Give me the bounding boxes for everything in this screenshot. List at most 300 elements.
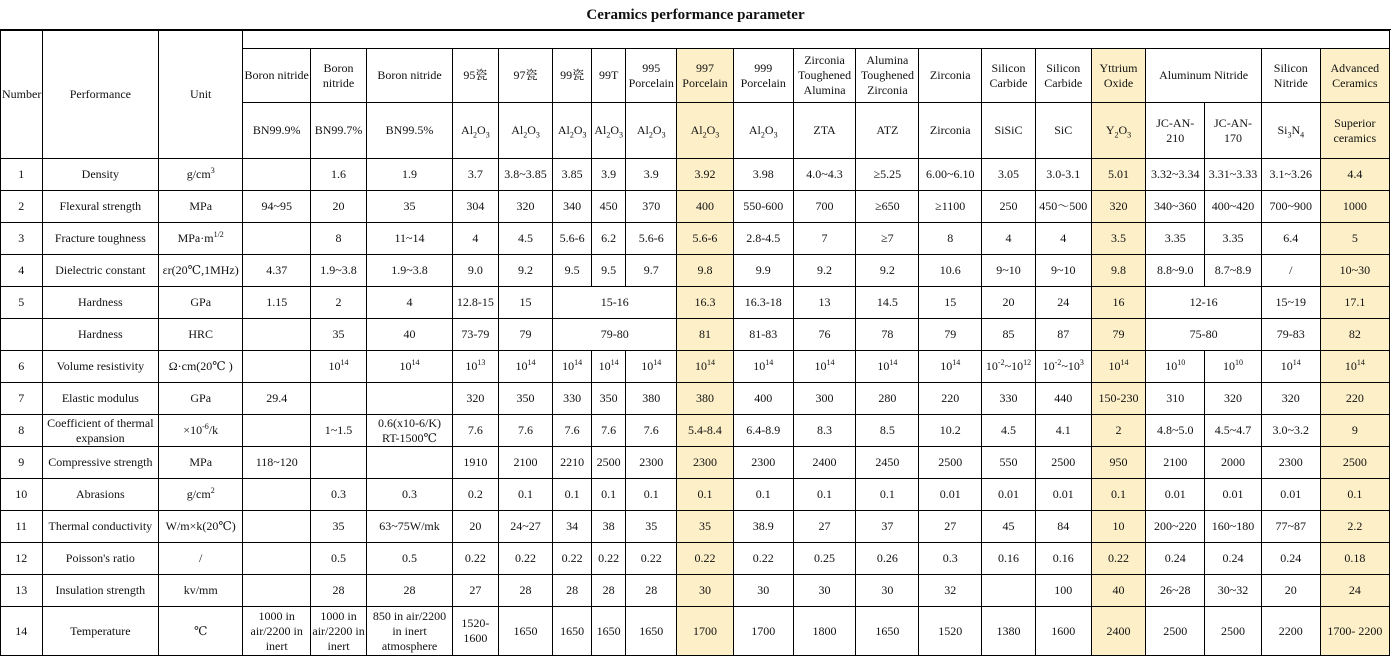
- material-grade: $Al_2O_3$: [626, 103, 677, 159]
- value-cell: 9~10: [982, 255, 1036, 287]
- value-cell: 7.6: [626, 415, 677, 447]
- value-cell: 3.92: [677, 159, 734, 191]
- value-cell: 330: [553, 383, 592, 415]
- row-number: [1, 319, 43, 351]
- value-cell: 340: [553, 191, 592, 223]
- value-cell: 118~120: [243, 447, 311, 479]
- value-cell: $10^{14}$: [553, 351, 592, 383]
- row-performance: Hardness: [42, 287, 159, 319]
- value-cell: 2300: [677, 447, 734, 479]
- value-cell: 304: [453, 191, 499, 223]
- value-cell: 40: [366, 319, 452, 351]
- value-cell: 0.01: [982, 479, 1036, 511]
- value-cell: 12-16: [1146, 287, 1262, 319]
- table-row: [1, 383, 1390, 415]
- material-grade: ATZ: [856, 103, 919, 159]
- value-cell: 8: [919, 223, 982, 255]
- value-cell: 1650: [626, 607, 677, 656]
- material-grade: $Al_2O_3$: [677, 103, 734, 159]
- value-cell: 28: [311, 575, 367, 607]
- material-name: 99T: [591, 49, 625, 103]
- value-cell: $10^{10}$: [1146, 351, 1205, 383]
- material-grade: Superior ceramics: [1320, 103, 1389, 159]
- value-cell: 2500: [1146, 607, 1205, 656]
- value-cell: 3.9: [591, 159, 625, 191]
- row-number: 9: [1, 447, 43, 479]
- value-cell: 0.16: [1035, 543, 1091, 575]
- value-cell: 2300: [1261, 447, 1320, 479]
- value-cell: 2500: [919, 447, 982, 479]
- value-cell: 9.9: [733, 255, 793, 287]
- material-name: Silicon Nitride: [1261, 49, 1320, 103]
- value-cell: [243, 159, 311, 191]
- value-cell: 380: [677, 383, 734, 415]
- value-cell: 1650: [498, 607, 553, 656]
- value-cell: [366, 447, 452, 479]
- value-cell: $10^{14}$: [1261, 351, 1320, 383]
- value-cell: 2: [1091, 415, 1146, 447]
- value-cell: /: [1261, 255, 1320, 287]
- table-row: [1, 255, 1390, 287]
- value-cell: $10^{14}$: [591, 351, 625, 383]
- value-cell: 79-83: [1261, 319, 1320, 351]
- value-cell: 12.8-15: [453, 287, 499, 319]
- value-cell: 2210: [553, 447, 592, 479]
- material-grade: BN99.7%: [311, 103, 367, 159]
- header-performance: Performance: [42, 31, 159, 159]
- material-name: Boron nitride: [311, 49, 367, 103]
- value-cell: 440: [1035, 383, 1091, 415]
- value-cell: 0.3: [311, 479, 367, 511]
- value-cell: 3.1~3.26: [1261, 159, 1320, 191]
- value-cell: 24: [1320, 575, 1389, 607]
- value-cell: 1910: [453, 447, 499, 479]
- value-cell: 9.7: [626, 255, 677, 287]
- value-cell: $10^{13}$: [453, 351, 499, 383]
- material-name: Alumina Toughened Zirconia: [856, 49, 919, 103]
- value-cell: 17.1: [1320, 287, 1389, 319]
- row-performance: Temperature: [42, 607, 159, 656]
- value-cell: 30: [677, 575, 734, 607]
- value-cell: 73-79: [453, 319, 499, 351]
- value-cell: 330: [982, 383, 1036, 415]
- table-row: [1, 351, 1390, 383]
- value-cell: 0.6(x10-6/K) RT-1500℃: [366, 415, 452, 447]
- value-cell: 20: [311, 191, 367, 223]
- value-cell: 20: [1261, 575, 1320, 607]
- row-unit: GPa: [159, 287, 243, 319]
- row-performance: Coefficient of thermal expansion: [42, 415, 159, 447]
- value-cell: 30: [793, 575, 856, 607]
- header-number: Number: [1, 31, 43, 159]
- material-name: Silicon Carbide: [1035, 49, 1091, 103]
- material-grade: SiC: [1035, 103, 1091, 159]
- value-cell: 0.01: [1035, 479, 1091, 511]
- value-cell: 700~900: [1261, 191, 1320, 223]
- value-cell: 16.3-18: [733, 287, 793, 319]
- value-cell: 84: [1035, 511, 1091, 543]
- row-number: 6: [1, 351, 43, 383]
- value-cell: $10^{-2}\sim 10^{12}$: [982, 351, 1036, 383]
- value-cell: 2100: [498, 447, 553, 479]
- value-cell: $10^{14}$: [498, 351, 553, 383]
- value-cell: 75-80: [1146, 319, 1262, 351]
- page-title: Ceramics performance parameter: [0, 0, 1391, 30]
- value-cell: 3.31~3.33: [1205, 159, 1262, 191]
- value-cell: 400: [733, 383, 793, 415]
- table-row: [1, 191, 1390, 223]
- row-performance: Flexural strength: [42, 191, 159, 223]
- value-cell: 1520-1600: [453, 607, 499, 656]
- row-number: 1: [1, 159, 43, 191]
- value-cell: 10.6: [919, 255, 982, 287]
- value-cell: 8: [311, 223, 367, 255]
- value-cell: 38: [591, 511, 625, 543]
- value-cell: 9.5: [553, 255, 592, 287]
- value-cell: 1.9: [366, 159, 452, 191]
- value-cell: 16: [1091, 287, 1146, 319]
- value-cell: 1520: [919, 607, 982, 656]
- value-cell: 340~360: [1146, 191, 1205, 223]
- value-cell: 16.3: [677, 287, 734, 319]
- value-cell: 9.8: [677, 255, 734, 287]
- value-cell: 8.7~8.9: [1205, 255, 1262, 287]
- value-cell: 5.4-8.4: [677, 415, 734, 447]
- value-cell: 310: [1146, 383, 1205, 415]
- value-cell: 1000: [1320, 191, 1389, 223]
- value-cell: 30: [733, 575, 793, 607]
- value-cell: 10.2: [919, 415, 982, 447]
- value-cell: 1000 in air/2200 in inert: [243, 607, 311, 656]
- material-name: Boron nitride: [243, 49, 311, 103]
- value-cell: 400: [677, 191, 734, 223]
- value-cell: 950: [1091, 447, 1146, 479]
- value-cell: ≥1100: [919, 191, 982, 223]
- material-name: Silicon Carbide: [982, 49, 1036, 103]
- material-grade: SiSiC: [982, 103, 1036, 159]
- value-cell: 27: [919, 511, 982, 543]
- value-cell: 0.22: [733, 543, 793, 575]
- value-cell: 0.01: [1146, 479, 1205, 511]
- value-cell: 79: [1091, 319, 1146, 351]
- value-cell: 320: [1205, 383, 1262, 415]
- value-cell: $10^{14}$: [793, 351, 856, 383]
- material-name: Zirconia Toughened Alumina: [793, 49, 856, 103]
- value-cell: 4: [982, 223, 1036, 255]
- value-cell: 5.6-6: [677, 223, 734, 255]
- value-cell: ≥650: [856, 191, 919, 223]
- value-cell: 0.01: [1205, 479, 1262, 511]
- value-cell: 28: [553, 575, 592, 607]
- value-cell: 1650: [553, 607, 592, 656]
- value-cell: 10: [1091, 511, 1146, 543]
- value-cell: 15~19: [1261, 287, 1320, 319]
- value-cell: 3.98: [733, 159, 793, 191]
- value-cell: $10^{14}$: [919, 351, 982, 383]
- value-cell: [243, 415, 311, 447]
- value-cell: 8.5: [856, 415, 919, 447]
- value-cell: 7.6: [453, 415, 499, 447]
- value-cell: 160~180: [1205, 511, 1262, 543]
- value-cell: 4: [453, 223, 499, 255]
- value-cell: 0.18: [1320, 543, 1389, 575]
- value-cell: 0.22: [591, 543, 625, 575]
- row-unit: /: [159, 543, 243, 575]
- table-row: [1, 287, 1390, 319]
- value-cell: 100: [1035, 575, 1091, 607]
- value-cell: 3.85: [553, 159, 592, 191]
- value-cell: 0.1: [733, 479, 793, 511]
- value-cell: 200~220: [1146, 511, 1205, 543]
- value-cell: 0.1: [553, 479, 592, 511]
- value-cell: 9~10: [1035, 255, 1091, 287]
- table-row: [1, 415, 1390, 447]
- value-cell: 4.5~4.7: [1205, 415, 1262, 447]
- value-cell: 3.0-3.1: [1035, 159, 1091, 191]
- value-cell: 4.37: [243, 255, 311, 287]
- value-cell: 0.25: [793, 543, 856, 575]
- value-cell: 20: [982, 287, 1036, 319]
- value-cell: 0.24: [1205, 543, 1262, 575]
- row-unit: MPa: [159, 191, 243, 223]
- value-cell: ≥7: [856, 223, 919, 255]
- row-number: 11: [1, 511, 43, 543]
- value-cell: 27: [793, 511, 856, 543]
- row-unit: W/m×k(20℃): [159, 511, 243, 543]
- material-grade: $Y_2O_3$: [1091, 103, 1146, 159]
- value-cell: [243, 223, 311, 255]
- row-unit: GPa: [159, 383, 243, 415]
- row-unit: HRC: [159, 319, 243, 351]
- value-cell: 2450: [856, 447, 919, 479]
- header-unit: Unit: [159, 31, 243, 159]
- value-cell: 0.1: [677, 479, 734, 511]
- value-cell: [311, 383, 367, 415]
- value-cell: 320: [1261, 383, 1320, 415]
- value-cell: 15-16: [553, 287, 677, 319]
- value-cell: 32: [919, 575, 982, 607]
- material-name: 999 Porcelain: [733, 49, 793, 103]
- material-grade: Zirconia: [919, 103, 982, 159]
- value-cell: 0.1: [1091, 479, 1146, 511]
- material-grade: JC-AN-170: [1205, 103, 1262, 159]
- row-performance: Insulation strength: [42, 575, 159, 607]
- value-cell: 3.7: [453, 159, 499, 191]
- table-row: [1, 447, 1390, 479]
- value-cell: 24: [1035, 287, 1091, 319]
- value-cell: 2500: [1035, 447, 1091, 479]
- value-cell: 79: [919, 319, 982, 351]
- value-cell: 220: [919, 383, 982, 415]
- value-cell: 1700: [733, 607, 793, 656]
- value-cell: [243, 351, 311, 383]
- value-cell: 14.5: [856, 287, 919, 319]
- value-cell: 30~32: [1205, 575, 1262, 607]
- material-grade: $Al_2O_3$: [453, 103, 499, 159]
- value-cell: 3.32~3.34: [1146, 159, 1205, 191]
- value-cell: 0.3: [366, 479, 452, 511]
- value-cell: 7: [793, 223, 856, 255]
- value-cell: 0.22: [498, 543, 553, 575]
- value-cell: 3.35: [1205, 223, 1262, 255]
- value-cell: 28: [591, 575, 625, 607]
- value-cell: 40: [1091, 575, 1146, 607]
- value-cell: 4.4: [1320, 159, 1389, 191]
- row-performance: Volume resistivity: [42, 351, 159, 383]
- value-cell: 9: [1320, 415, 1389, 447]
- value-cell: 35: [311, 319, 367, 351]
- row-number: 2: [1, 191, 43, 223]
- row-performance: Compressive strength: [42, 447, 159, 479]
- value-cell: $10^{14}$: [1320, 351, 1389, 383]
- value-cell: 2: [311, 287, 367, 319]
- value-cell: 34: [553, 511, 592, 543]
- material-name: 995 Porcelain: [626, 49, 677, 103]
- value-cell: 2400: [793, 447, 856, 479]
- material-grade: ZTA: [793, 103, 856, 159]
- value-cell: [311, 447, 367, 479]
- value-cell: 0.16: [982, 543, 1036, 575]
- value-cell: 9.2: [793, 255, 856, 287]
- row-unit: Ω·cm(20℃ ): [159, 351, 243, 383]
- value-cell: $10^{14}$: [856, 351, 919, 383]
- value-cell: [982, 575, 1036, 607]
- value-cell: 380: [626, 383, 677, 415]
- value-cell: 15: [498, 287, 553, 319]
- value-cell: 10~30: [1320, 255, 1389, 287]
- value-cell: 220: [1320, 383, 1389, 415]
- table-row: [1, 543, 1390, 575]
- value-cell: 11~14: [366, 223, 452, 255]
- value-cell: [243, 575, 311, 607]
- value-cell: 1700- 2200: [1320, 607, 1389, 656]
- value-cell: 0.22: [453, 543, 499, 575]
- table-row: [1, 479, 1390, 511]
- value-cell: 2500: [1205, 607, 1262, 656]
- material-grade: $Al_2O_3$: [591, 103, 625, 159]
- value-cell: 28: [366, 575, 452, 607]
- value-cell: 320: [498, 191, 553, 223]
- value-cell: 63~75W/mk: [366, 511, 452, 543]
- value-cell: 4.5: [498, 223, 553, 255]
- value-cell: 35: [677, 511, 734, 543]
- row-unit: kv/mm: [159, 575, 243, 607]
- material-grade: JC-AN-210: [1146, 103, 1205, 159]
- row-number: 13: [1, 575, 43, 607]
- value-cell: 3.0~3.2: [1261, 415, 1320, 447]
- value-cell: 9.2: [498, 255, 553, 287]
- value-cell: [243, 543, 311, 575]
- value-cell: 2500: [591, 447, 625, 479]
- value-cell: 6.4-8.9: [733, 415, 793, 447]
- value-cell: 9.0: [453, 255, 499, 287]
- value-cell: 0.22: [677, 543, 734, 575]
- value-cell: $10^{14}$: [626, 351, 677, 383]
- row-number: 12: [1, 543, 43, 575]
- value-cell: 9.2: [856, 255, 919, 287]
- value-cell: [243, 319, 311, 351]
- value-cell: 7.6: [553, 415, 592, 447]
- value-cell: 87: [1035, 319, 1091, 351]
- row-unit: εr(20℃,1MHz): [159, 255, 243, 287]
- value-cell: 24~27: [498, 511, 553, 543]
- value-cell: 77~87: [1261, 511, 1320, 543]
- value-cell: 9.8: [1091, 255, 1146, 287]
- value-cell: 1600: [1035, 607, 1091, 656]
- value-cell: 1650: [591, 607, 625, 656]
- row-unit: $g/cm^2$: [159, 479, 243, 511]
- value-cell: 2.2: [1320, 511, 1389, 543]
- value-cell: 37: [856, 511, 919, 543]
- value-cell: 5: [1320, 223, 1389, 255]
- value-cell: 0.5: [311, 543, 367, 575]
- value-cell: 4: [366, 287, 452, 319]
- value-cell: 7.6: [498, 415, 553, 447]
- value-cell: 0.1: [591, 479, 625, 511]
- value-cell: 2400: [1091, 607, 1146, 656]
- value-cell: $10^{-2}\sim 10^3$: [1035, 351, 1091, 383]
- row-unit: ℃: [159, 607, 243, 656]
- value-cell: 45: [982, 511, 1036, 543]
- table-row: [1, 223, 1390, 255]
- value-cell: 350: [498, 383, 553, 415]
- row-performance: Elastic modulus: [42, 383, 159, 415]
- value-cell: [243, 511, 311, 543]
- material-name: 97瓷: [498, 49, 553, 103]
- value-cell: 1380: [982, 607, 1036, 656]
- value-cell: 4.5: [982, 415, 1036, 447]
- value-cell: $10^{10}$: [1205, 351, 1262, 383]
- value-cell: 4: [1035, 223, 1091, 255]
- material-name: 95瓷: [453, 49, 499, 103]
- material-grade: $Al_2O_3$: [553, 103, 592, 159]
- value-cell: 250: [982, 191, 1036, 223]
- value-cell: 0.1: [793, 479, 856, 511]
- value-cell: 2200: [1261, 607, 1320, 656]
- value-cell: 0.1: [856, 479, 919, 511]
- value-cell: 0.22: [1091, 543, 1146, 575]
- value-cell: 350: [591, 383, 625, 415]
- value-cell: 0.22: [553, 543, 592, 575]
- value-cell: 1650: [856, 607, 919, 656]
- table-row: [1, 319, 1390, 351]
- value-cell: 1.9~3.8: [366, 255, 452, 287]
- value-cell: [366, 383, 452, 415]
- value-cell: 150-230: [1091, 383, 1146, 415]
- value-cell: 2300: [626, 447, 677, 479]
- value-cell: 8.3: [793, 415, 856, 447]
- table-row: [1, 607, 1390, 656]
- value-cell: 0.1: [498, 479, 553, 511]
- value-cell: 4.1: [1035, 415, 1091, 447]
- value-cell: 13: [793, 287, 856, 319]
- value-cell: 15: [919, 287, 982, 319]
- value-cell: 2000: [1205, 447, 1262, 479]
- value-cell: 38.9: [733, 511, 793, 543]
- value-cell: 3.8~3.85: [498, 159, 553, 191]
- value-cell: 0.24: [1261, 543, 1320, 575]
- value-cell: 2100: [1146, 447, 1205, 479]
- row-number: 3: [1, 223, 43, 255]
- value-cell: 0.01: [1261, 479, 1320, 511]
- value-cell: 28: [626, 575, 677, 607]
- row-number: 10: [1, 479, 43, 511]
- material-name: 997 Porcelain: [677, 49, 734, 103]
- value-cell: 28: [498, 575, 553, 607]
- row-performance: Fracture toughness: [42, 223, 159, 255]
- value-cell: 1000 in air/2200 in inert: [311, 607, 367, 656]
- material-name: Aluminum Nitride: [1146, 49, 1262, 103]
